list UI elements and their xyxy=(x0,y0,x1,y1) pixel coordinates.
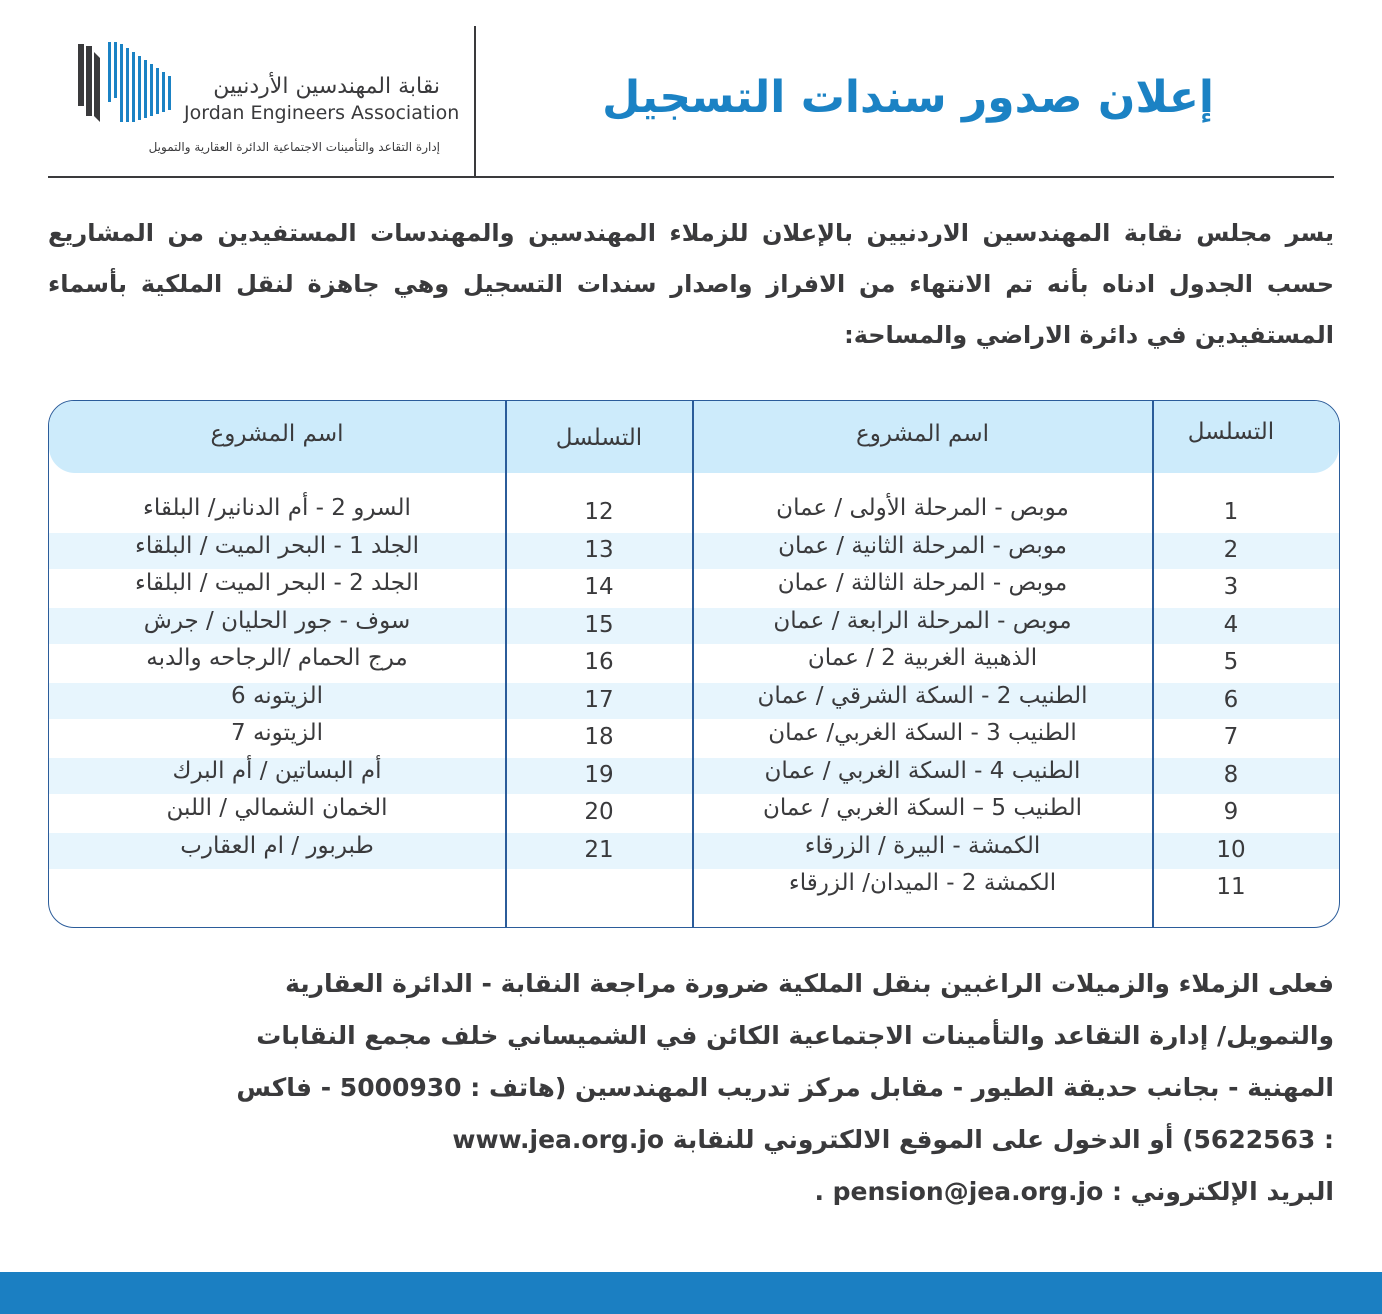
project-cell: طبربور / ام العقارب xyxy=(180,832,374,859)
header-project-right: اسم المشروع xyxy=(855,421,989,447)
footer-bar xyxy=(0,1272,1382,1314)
contact-line: المهنية - بجانب حديقة الطيور - مقابل مركز تدريب المهندسين (هاتف : 5000930 - فاكس xyxy=(236,1073,1334,1102)
logo-english-name: Jordan Engineers Association xyxy=(184,102,460,124)
header-rule xyxy=(48,176,1334,178)
project-cell: الطنيب 4 - السكة الغربي / عمان xyxy=(764,757,1081,784)
logo-arabic-name: نقابة المهندسين الأردنيين xyxy=(213,74,440,99)
serial-cell: 21 xyxy=(584,836,614,863)
serial-cell: 5 xyxy=(1223,649,1239,675)
header-serial-left: التسلسل xyxy=(555,425,643,451)
project-cell: الجلد 1 - البحر الميت / البلقاء xyxy=(135,532,419,559)
contact-paragraph xyxy=(48,958,1334,1218)
project-cell: الكمشة - البيرة / الزرقاء xyxy=(804,832,1041,859)
project-cell: الكمشة 2 - الميدان/ الزرقاء xyxy=(788,870,1057,896)
project-cell: سوف - جور الحليان / جرش xyxy=(143,607,411,634)
serial-cell: 12 xyxy=(584,499,614,525)
serial-cell: 1 xyxy=(1223,499,1239,525)
project-cell: موبص - المرحلة الأولى / عمان xyxy=(776,495,1069,521)
serial-cell: 10 xyxy=(1216,836,1246,863)
serial-cell: 13 xyxy=(584,536,614,563)
serial-cell: 2 xyxy=(1223,536,1239,563)
project-cell: الطنيب 5 – السكة الغربي / عمان xyxy=(762,795,1083,821)
serial-cell: 8 xyxy=(1223,761,1239,788)
contact-line: فعلى الزملاء والزميلات الراغبين بنقل الملكية ضرورة مراجعة النقابة - الدائرة العقارية xyxy=(285,969,1334,998)
project-cell: موبص - المرحلة الثالثة / عمان xyxy=(777,570,1068,596)
serial-cell: 18 xyxy=(584,724,614,750)
logo-department: إدارة التقاعد والتأمينات الاجتماعية الدائرة العقارية والتمويل xyxy=(148,140,440,154)
serial-cell: 6 xyxy=(1223,686,1239,713)
project-cell: موبص - المرحلة الثانية / عمان xyxy=(778,532,1067,559)
header-project-left: اسم المشروع xyxy=(210,421,344,447)
serial-cell: 19 xyxy=(584,761,614,788)
serial-cell: 14 xyxy=(584,574,614,600)
project-cell: الجلد 2 - البحر الميت / البلقاء xyxy=(135,570,419,596)
contact-line: : 5622563) أو الدخول على الموقع الالكتروني للنقابة www.jea.org.jo xyxy=(452,1125,1334,1154)
intro-paragraph: يسر مجلس نقابة المهندسين الاردنيين بالإعلان للزملاء المهندسين والمهندسات المستفيدين من المشاريع حسب الجدول ادناه بأنه تم الانتهاء من الافراز واصدار سندات التسجيل وهي جاهزة لنقل الملكية بأسماء المستفيدين في دائرة الاراضي والمساحة: xyxy=(48,219,1334,349)
project-cell: موبص - المرحلة الرابعة / عمان xyxy=(773,607,1072,634)
project-cell: أم البساتين / أم البرك xyxy=(172,757,382,784)
header-divider xyxy=(474,26,476,176)
project-cell: مرج الحمام /الرجاحه والدبه xyxy=(146,645,408,671)
project-cell: الذهبية الغربية 2 / عمان xyxy=(807,645,1038,671)
serial-cell: 7 xyxy=(1223,724,1239,750)
project-cell: الزيتونه 6 xyxy=(231,682,323,709)
serial-cell: 3 xyxy=(1223,574,1239,600)
jea-logo xyxy=(72,36,460,166)
project-cell: الطنيب 3 - السكة الغربي/ عمان xyxy=(768,720,1077,746)
project-cell: الزيتونه 7 xyxy=(231,720,323,746)
serial-cell: 4 xyxy=(1223,611,1239,638)
header-serial-right: التسلسل xyxy=(1187,419,1275,445)
serial-cell: 17 xyxy=(584,686,614,713)
contact-line: البريد الإلكتروني : pension@jea.org.jo . xyxy=(814,1177,1334,1206)
project-cell: الطنيب 2 - السكة الشرقي / عمان xyxy=(757,682,1088,709)
jea-logo-icon xyxy=(72,36,182,128)
projects-table xyxy=(48,400,1340,928)
contact-line: والتمويل/ إدارة التقاعد والتأمينات الاجتماعية الكائن في الشميساني خلف مجمع النقابات xyxy=(256,1021,1334,1050)
serial-cell: 15 xyxy=(584,611,614,638)
page-title: إعلان صدور سندات التسجيل xyxy=(602,72,1214,123)
project-cell: الخمان الشمالي / اللبن xyxy=(166,795,388,821)
serial-cell: 9 xyxy=(1223,799,1239,825)
serial-cell: 20 xyxy=(584,799,614,825)
serial-cell: 16 xyxy=(584,649,614,675)
serial-cell: 11 xyxy=(1216,874,1246,900)
project-cell: السرو 2 - أم الدنانير/ البلقاء xyxy=(143,495,411,521)
